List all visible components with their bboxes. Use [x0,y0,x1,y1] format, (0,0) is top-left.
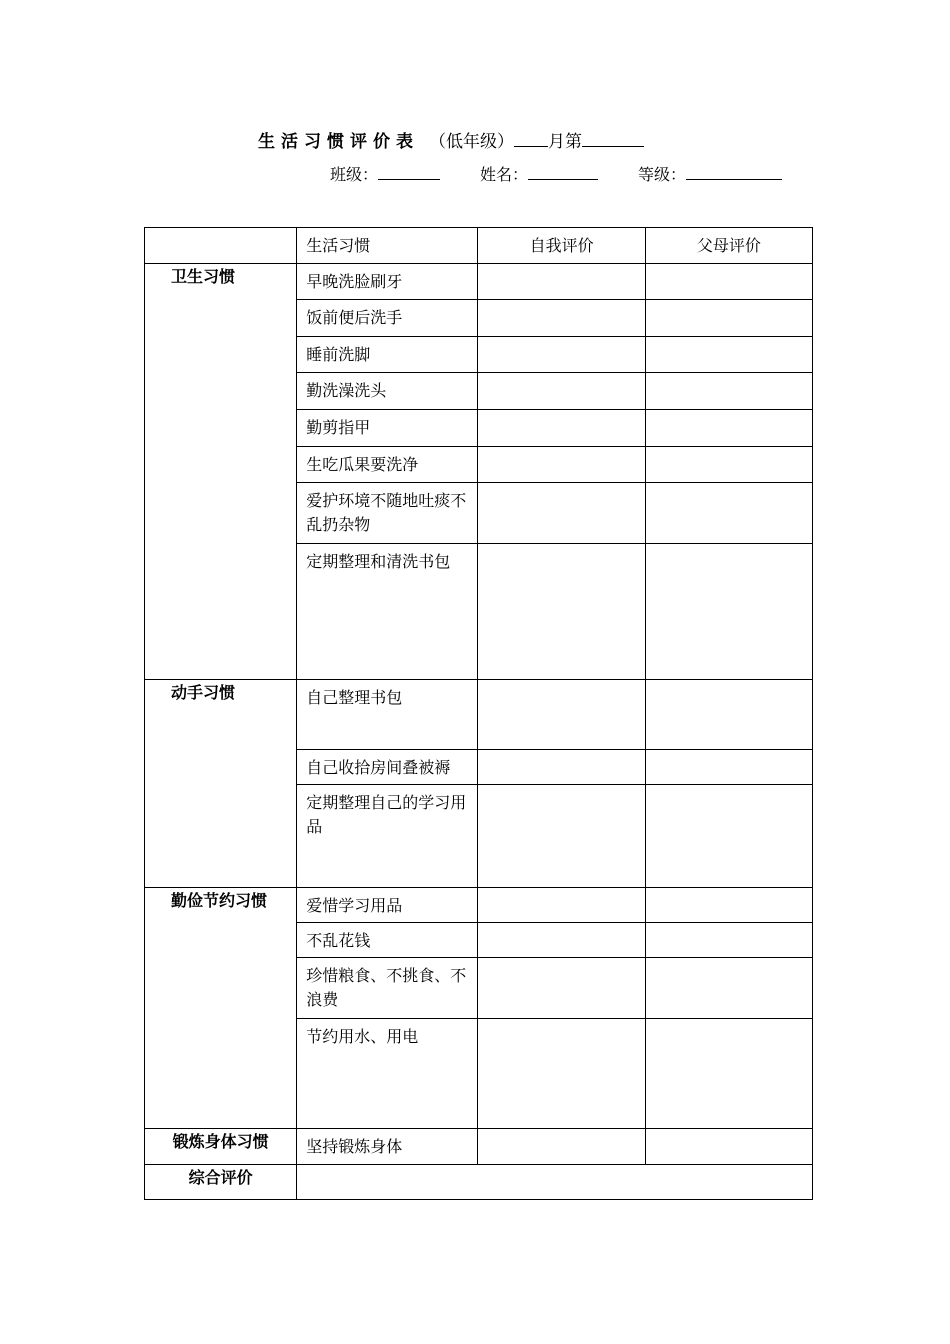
level-blank[interactable] [686,163,782,180]
level-field [638,162,782,185]
habit-item: 珍惜粮食、不挑食、不浪费 [297,958,478,1019]
self-eval-cell[interactable] [478,923,645,958]
table-row [145,888,813,923]
name-field [480,162,598,185]
summary-cell[interactable] [297,1165,813,1200]
parent-eval-cell[interactable] [645,1019,812,1129]
parent-eval-cell[interactable] [645,750,812,785]
evaluation-table [144,227,813,1200]
habit-item: 勤洗澡洗头 [297,373,478,410]
self-eval-cell[interactable] [478,1019,645,1129]
parent-eval-cell[interactable] [645,300,812,337]
self-eval-cell[interactable] [478,1129,645,1165]
class-blank[interactable] [378,163,440,180]
title-month-suffix: 月第 [548,132,582,152]
class-label: 班级： [330,165,379,184]
self-eval-cell[interactable] [478,410,645,447]
table-row [145,264,813,300]
self-eval-cell[interactable] [478,958,645,1019]
name-blank[interactable] [528,163,598,180]
class-field [330,162,440,185]
parent-eval-cell[interactable] [645,888,812,923]
parent-eval-cell[interactable] [645,785,812,888]
category-exercise: 锻炼身体习惯 [145,1129,297,1165]
self-eval-cell[interactable] [478,264,645,300]
summary-row [145,1165,813,1200]
summary-label: 综合评价 [145,1165,297,1200]
header-cell-blank [145,228,297,264]
self-eval-cell[interactable] [478,337,645,373]
self-eval-cell[interactable] [478,300,645,337]
name-label: 姓名： [480,165,529,184]
habit-item: 不乱花钱 [297,923,478,958]
header-self-eval: 自我评价 [478,228,645,264]
self-eval-cell[interactable] [478,750,645,785]
parent-eval-cell[interactable] [645,544,812,680]
category-thrift: 勤俭节约习惯 [145,888,297,1129]
month-blank[interactable] [514,130,548,147]
habit-item: 勤剪指甲 [297,410,478,447]
self-eval-cell[interactable] [478,888,645,923]
parent-eval-cell[interactable] [645,410,812,447]
parent-eval-cell[interactable] [645,923,812,958]
habit-item: 爱惜学习用品 [297,888,478,923]
parent-eval-cell[interactable] [645,337,812,373]
level-label: 等级： [638,165,687,184]
form-title [258,127,644,152]
header-parent-eval: 父母评价 [645,228,812,264]
info-line [330,162,782,185]
table-row [145,1129,813,1165]
category-hygiene: 卫生习惯 [145,264,297,680]
self-eval-cell[interactable] [478,483,645,544]
self-eval-cell[interactable] [478,373,645,410]
parent-eval-cell[interactable] [645,958,812,1019]
header-habit: 生活习惯 [297,228,478,264]
self-eval-cell[interactable] [478,680,645,750]
parent-eval-cell[interactable] [645,1129,812,1165]
title-grade: （低年级） [429,132,514,152]
habit-item: 节约用水、用电 [297,1019,478,1129]
parent-eval-cell[interactable] [645,264,812,300]
week-blank[interactable] [582,130,644,147]
table-row [145,680,813,750]
habit-item: 坚持锻炼身体 [297,1129,478,1165]
habit-item: 爱护环境不随地吐痰不乱扔杂物 [297,483,478,544]
habit-item: 定期整理自己的学习用品 [297,785,478,888]
habit-item: 自己整理书包 [297,680,478,750]
habit-item: 自己收拾房间叠被褥 [297,750,478,785]
parent-eval-cell[interactable] [645,680,812,750]
self-eval-cell[interactable] [478,447,645,483]
title-main: 生活习惯评价表 [258,132,419,152]
category-hands-on: 动手习惯 [145,680,297,888]
habit-item: 定期整理和清洗书包 [297,544,478,680]
parent-eval-cell[interactable] [645,483,812,544]
self-eval-cell[interactable] [478,785,645,888]
self-eval-cell[interactable] [478,544,645,680]
habit-item: 睡前洗脚 [297,337,478,373]
parent-eval-cell[interactable] [645,447,812,483]
parent-eval-cell[interactable] [645,373,812,410]
habit-item: 生吃瓜果要洗净 [297,447,478,483]
header-row [145,228,813,264]
habit-item: 早晚洗脸刷牙 [297,264,478,300]
habit-item: 饭前便后洗手 [297,300,478,337]
